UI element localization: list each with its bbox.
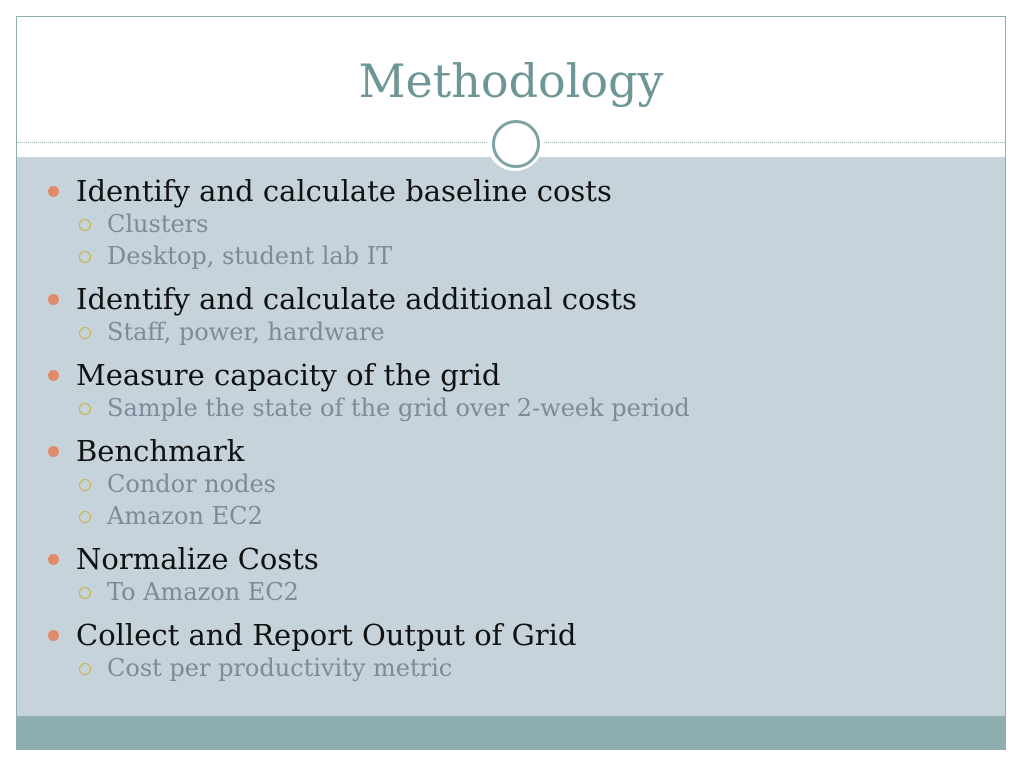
hollow-circle-icon xyxy=(79,219,91,231)
filled-dot-icon xyxy=(48,294,59,305)
filled-dot-icon xyxy=(48,446,59,457)
ornament-ring xyxy=(492,120,540,168)
hollow-circle-icon xyxy=(79,327,91,339)
bullet-item: Normalize Costs xyxy=(76,542,319,576)
sub-bullet-item: Sample the state of the grid over 2-week period xyxy=(107,394,690,422)
bullet-item: Measure capacity of the grid xyxy=(76,358,501,392)
bullet-item: Identify and calculate baseline costs xyxy=(76,174,612,208)
hollow-circle-icon xyxy=(79,251,91,263)
bullet-list xyxy=(17,157,1005,717)
filled-dot-icon xyxy=(48,630,59,641)
sub-bullet-item: Cost per productivity metric xyxy=(107,654,453,682)
hollow-circle-icon xyxy=(79,479,91,491)
bullet-item: Benchmark xyxy=(76,434,245,468)
sub-bullet-item: Clusters xyxy=(107,210,209,238)
sub-bullet-item: Condor nodes xyxy=(107,470,276,498)
sub-bullet-item: Amazon EC2 xyxy=(107,502,263,530)
content-area xyxy=(17,157,1005,717)
filled-dot-icon xyxy=(48,370,59,381)
sub-bullet-item: To Amazon EC2 xyxy=(107,578,299,606)
sub-bullet-item: Staff, power, hardware xyxy=(107,318,385,346)
circle-ring-icon xyxy=(487,115,543,171)
hollow-circle-icon xyxy=(79,587,91,599)
hollow-circle-icon xyxy=(79,511,91,523)
filled-dot-icon xyxy=(48,186,59,197)
hollow-circle-icon xyxy=(79,663,91,675)
slide-frame xyxy=(16,16,1006,750)
filled-dot-icon xyxy=(48,554,59,565)
hollow-circle-icon xyxy=(79,403,91,415)
bullet-item: Identify and calculate additional costs xyxy=(76,282,637,316)
slide-title: Methodology xyxy=(358,54,664,108)
bullet-item: Collect and Report Output of Grid xyxy=(76,618,577,652)
sub-bullet-item: Desktop, student lab IT xyxy=(107,242,393,270)
footer-band xyxy=(17,716,1005,750)
